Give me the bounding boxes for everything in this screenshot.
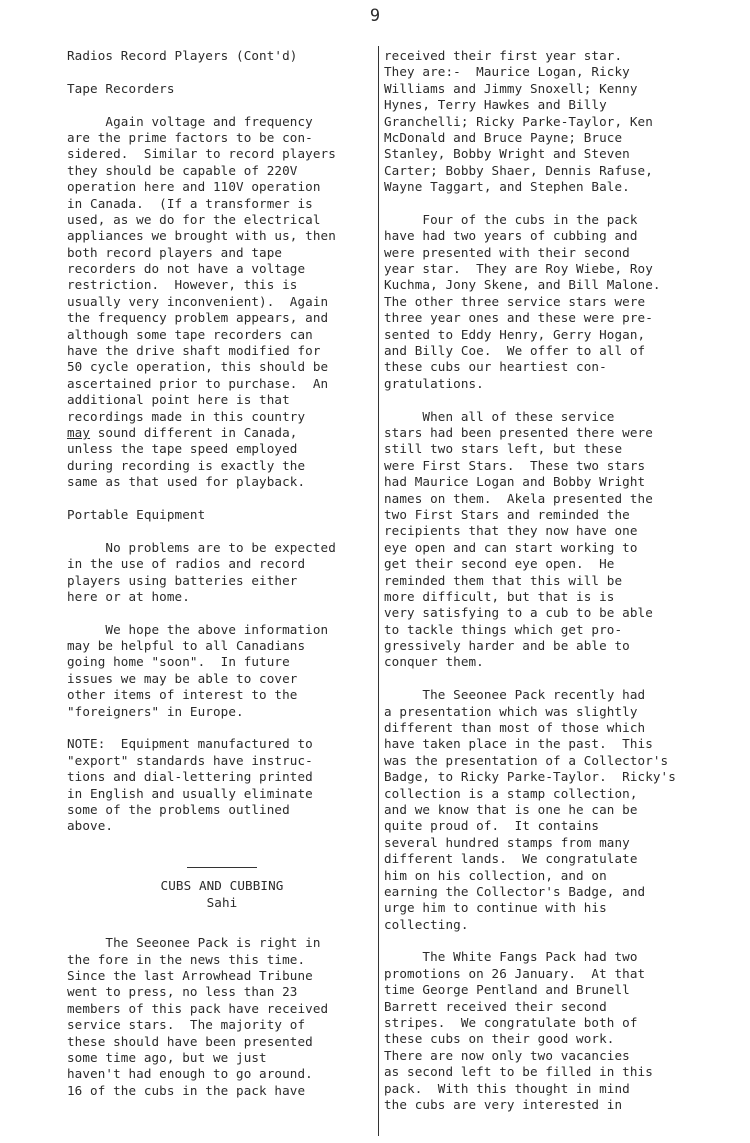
text-line: There are now only two vacancies xyxy=(384,1047,630,1063)
text-line: Again voltage and frequency xyxy=(67,113,313,129)
text-line: 16 of the cubs in the pack have xyxy=(67,1082,306,1098)
text-line: have had two years of cubbing and xyxy=(384,228,638,244)
text-line: used, as we do for the electrical xyxy=(67,211,321,227)
text-line: still two stars left, but these xyxy=(384,441,623,457)
text-line: the cubs are very interested in xyxy=(384,1097,623,1112)
text-line: these cubs on their good work. xyxy=(384,1031,615,1047)
text-line: him on his collection, and on xyxy=(384,867,607,883)
text-line: these should have been presented xyxy=(67,1033,313,1049)
text-line: and we know that is one he can be xyxy=(384,801,638,817)
text-line: above. xyxy=(67,818,114,834)
text-line: The White Fangs Pack had two xyxy=(384,949,638,965)
text-line: usually very inconvenient). Again xyxy=(67,293,329,309)
text-line: ascertained prior to purchase. An xyxy=(67,375,329,391)
text-line: during recording is exactly the xyxy=(67,457,306,473)
text-line: tions and dial-lettering printed xyxy=(67,769,313,785)
text-line: McDonald and Bruce Payne; Bruce xyxy=(384,129,623,145)
text-line: Stanley, Bobby Wright and Steven xyxy=(384,146,630,162)
paragraph-portable-equipment xyxy=(67,540,377,606)
article-author: Sahi xyxy=(206,894,238,910)
text-line: names on them. Akela presented the xyxy=(384,490,653,506)
text-line: issues we may be able to cover xyxy=(67,670,298,686)
text-line: some of the problems outlined xyxy=(67,801,290,817)
text-line: They are:- Maurice Logan, Ricky xyxy=(384,64,630,80)
text-line: collection is a stamp collection, xyxy=(384,785,638,801)
text-line: stars had been presented there were xyxy=(384,424,653,440)
text-line: Kuchma, Jony Skene, and Bill Malone. xyxy=(384,277,661,293)
text-line: very satisfying to a cub to be able xyxy=(384,605,653,621)
text-line: sented to Eddy Henry, Gerry Hogan, xyxy=(384,326,646,342)
text-line: two First Stars and reminded the xyxy=(384,506,630,522)
text-line: may be helpful to all Canadians xyxy=(67,638,306,654)
text-segment: sound different in Canada, xyxy=(90,424,298,440)
text-line: same as that used for playback. xyxy=(67,474,306,490)
text-line: sidered. Similar to record players xyxy=(67,146,336,162)
text-line: had Maurice Logan and Bobby Wright xyxy=(384,474,646,490)
text-line: although some tape recorders can xyxy=(67,326,313,342)
text-line xyxy=(67,425,377,441)
text-line: service stars. The majority of xyxy=(67,1017,306,1033)
article-title: CUBS AND CUBBING xyxy=(160,878,284,894)
underlined-word: may xyxy=(67,424,91,440)
text-line: have the drive shaft modified for xyxy=(67,343,321,359)
paragraph-white-fangs xyxy=(384,949,702,1113)
text-line: members of this pack have received xyxy=(67,1000,329,1016)
text-line: quite proud of. It contains xyxy=(384,818,600,834)
text-line: No problems are to be expected xyxy=(67,539,336,555)
text-line: The other three service stars were xyxy=(384,293,646,309)
text-line: have taken place in the past. This xyxy=(384,736,653,752)
text-line: in English and usually eliminate xyxy=(67,785,313,801)
text-line: recorders do not have a voltage xyxy=(67,261,306,277)
text-line: different than most of those which xyxy=(384,720,646,736)
text-line: Granchelli; Ricky Parke-Taylor, Ken xyxy=(384,113,653,129)
text-line: the frequency problem appears, and xyxy=(67,310,329,326)
text-line: as second left to be filled in this xyxy=(384,1064,653,1080)
text-line: they should be capable of 220V xyxy=(67,162,298,178)
text-line: Badge, to Ricky Parke-Taylor. Ricky's xyxy=(384,769,676,785)
section-heading-radios: Radios Record Players (Cont'd) xyxy=(67,48,298,63)
text-line: going home "soon". In future xyxy=(67,654,290,670)
text-line: get their second eye open. He xyxy=(384,556,615,572)
text-line: reminded them that this will be xyxy=(384,572,623,588)
section-heading-portable-equipment: Portable Equipment xyxy=(67,506,206,522)
text-line: different lands. We congratulate xyxy=(384,851,638,867)
text-line: NOTE: Equipment manufactured to xyxy=(67,736,313,752)
paragraph-first-year-stars xyxy=(384,48,702,196)
text-line: "export" standards have instruc- xyxy=(67,752,313,768)
text-line: several hundred stamps from many xyxy=(384,834,630,850)
text-line: additional point here is that xyxy=(67,392,290,408)
text-line: both record players and tape xyxy=(67,244,283,260)
text-line: Hynes, Terry Hawkes and Billy xyxy=(384,97,607,113)
text-line: these cubs our heartiest con- xyxy=(384,359,607,375)
text-line: recipients that they now have one xyxy=(384,523,638,539)
column-divider xyxy=(378,46,379,1136)
text-line: and Billy Coe. We offer to all of xyxy=(384,343,646,359)
paragraph-collectors-badge xyxy=(384,687,702,933)
text-line: Williams and Jimmy Snoxell; Kenny xyxy=(384,80,638,96)
text-line: urge him to continue with his xyxy=(384,900,607,916)
text-line: went to press, no less than 23 xyxy=(67,984,298,1000)
text-line: recordings made in this country xyxy=(67,408,306,424)
text-line: Four of the cubs in the pack xyxy=(384,211,638,227)
paragraph-cubs xyxy=(67,935,377,1099)
text-line: were First Stars. These two stars xyxy=(384,457,646,473)
right-column xyxy=(384,48,702,1113)
text-line: Since the last Arrowhead Tribune xyxy=(67,968,313,984)
text-line: 50 cycle operation, this should be xyxy=(67,359,329,375)
text-line: three year ones and these were pre- xyxy=(384,310,653,326)
paragraph-first-stars xyxy=(384,409,702,671)
text-line: was the presentation of a Collector's xyxy=(384,752,669,768)
text-line: gratulations. xyxy=(384,375,484,391)
text-line: The Seeonee Pack is right in xyxy=(67,935,321,951)
section-heading-tape-recorders: Tape Recorders xyxy=(67,80,175,96)
text-line: the fore in the news this time. xyxy=(67,951,306,967)
text-line: promotions on 26 January. At that xyxy=(384,965,646,981)
text-line: gressively harder and be able to xyxy=(384,638,630,654)
text-line: players using batteries either xyxy=(67,572,298,588)
text-line: pack. With this thought in mind xyxy=(384,1080,630,1096)
text-line: unless the tape speed employed xyxy=(67,441,298,457)
text-line: appliances we brought with us, then xyxy=(67,228,336,244)
text-line: Wayne Taggart, and Stephen Bale. xyxy=(384,179,630,195)
text-line: a presentation which was slightly xyxy=(384,703,638,719)
text-line: The Seeonee Pack recently had xyxy=(384,687,646,703)
text-line: stripes. We congratulate both of xyxy=(384,1015,638,1031)
paragraph-second-year-stars xyxy=(384,212,702,392)
paragraph-hope xyxy=(67,622,377,720)
text-line: in the use of radios and record xyxy=(67,556,306,572)
text-line: "foreigners" in Europe. xyxy=(67,703,244,719)
text-line: eye open and can start working to xyxy=(384,539,638,555)
paragraph-note xyxy=(67,736,377,834)
text-line: We hope the above information xyxy=(67,621,329,637)
text-line: some time ago, but we just xyxy=(67,1050,267,1066)
text-line: year star. They are Roy Wiebe, Roy xyxy=(384,261,653,277)
left-column xyxy=(67,48,377,1099)
text-line: in Canada. (If a transformer is xyxy=(67,195,313,211)
text-line: conquer them. xyxy=(384,654,484,670)
text-line: time George Pentland and Brunell xyxy=(384,982,630,998)
text-line: received their first year star. xyxy=(384,48,623,63)
text-line: more difficult, but that is is xyxy=(384,588,615,604)
paragraph-tape-recorders xyxy=(67,114,377,491)
text-line: When all of these service xyxy=(384,408,615,424)
text-line: were presented with their second xyxy=(384,244,630,260)
text-line: Barrett received their second xyxy=(384,998,607,1014)
text-line: other items of interest to the xyxy=(67,687,298,703)
text-line: restriction. However, this is xyxy=(67,277,298,293)
page-number: 9 xyxy=(369,6,381,26)
text-line: haven't had enough to go around. xyxy=(67,1066,313,1082)
text-line: earning the Collector's Badge, and xyxy=(384,883,646,899)
text-line: to tackle things which get pro- xyxy=(384,621,623,637)
text-line: here or at home. xyxy=(67,588,190,604)
text-line: operation here and 110V operation xyxy=(67,179,321,195)
section-separator xyxy=(187,867,257,868)
text-line: are the prime factors to be con- xyxy=(67,129,313,145)
text-line: collecting. xyxy=(384,916,469,932)
text-line: Carter; Bobby Shaer, Dennis Rafuse, xyxy=(384,162,653,178)
